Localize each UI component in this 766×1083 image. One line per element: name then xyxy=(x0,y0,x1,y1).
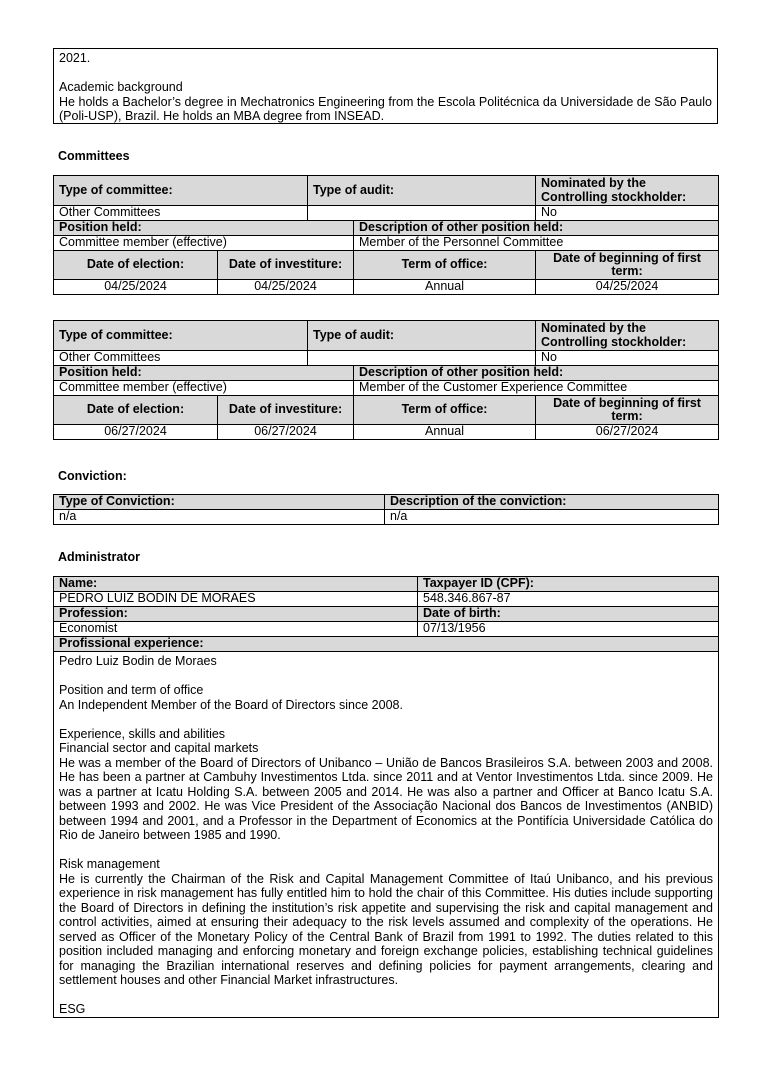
term-label: Term of office: xyxy=(354,396,536,425)
date-election-label: Date of election: xyxy=(54,396,218,425)
continued-text: 2021. xyxy=(59,51,91,65)
position-held-label: Position held: xyxy=(54,366,354,381)
conviction-title: Conviction: xyxy=(58,469,127,483)
experience-cell xyxy=(54,652,719,1018)
type-committee-label: Type of committee: xyxy=(54,176,308,206)
conviction-desc-value: n/a xyxy=(385,510,719,525)
conviction-desc-label: Description of the conviction: xyxy=(385,495,719,510)
date-election-value: 06/27/2024 xyxy=(54,425,218,440)
dob-value: 07/13/1956 xyxy=(418,622,719,637)
conviction-type-label: Type of Conviction: xyxy=(54,495,385,510)
date-election-label: Date of election: xyxy=(54,251,218,280)
risk-text: He is currently the Chairman of the Risk and Capital Management Committee of Itaú Unibanco, and his previous experience in risk management has fully entitled him to hold the chair of this Committee. His duties include supporting the Board of Directors in defining the institution’s risk appetite and supervising the risk and capital management and control activities, aimed at ensuring their adequacy to the risk levels assumed and complexity of the operations. He served as Officer of the Monetary Policy of the Central Bank of Brazil from 1991 to 1992. The duties related to this position included managing and enforcing monetary and foreign exchange policies, establishing technical guidelines for managing the Brazilian international reserves and defining policies for payment arrangements, clearing and settlement houses and other Financial Market infrastructures. xyxy=(59,871,713,987)
administrator-title: Administrator xyxy=(58,550,140,564)
experience-label: Profissional experience: xyxy=(54,637,719,652)
position-held-value: Committee member (effective) xyxy=(54,381,354,396)
nominated-label: Nominated by the Controlling stockholder: xyxy=(536,176,719,206)
term-value: Annual xyxy=(354,280,536,295)
dob-label: Date of birth: xyxy=(418,607,719,622)
date-election-value: 04/25/2024 xyxy=(54,280,218,295)
profession-label: Profession: xyxy=(54,607,418,622)
date-first-term-value: 04/25/2024 xyxy=(536,280,719,295)
esg-heading: ESG xyxy=(59,1002,86,1016)
date-investiture-label: Date of investiture: xyxy=(218,251,354,280)
date-first-term-label: Date of beginning of first term: xyxy=(536,251,719,280)
financial-heading: Financial sector and capital markets xyxy=(59,741,259,755)
position-held-label: Position held: xyxy=(54,221,354,236)
position-held-value: Committee member (effective) xyxy=(54,236,354,251)
risk-heading: Risk management xyxy=(59,857,160,871)
description-value: Member of the Personnel Committee xyxy=(354,236,719,251)
date-first-term-label: Date of beginning of first term: xyxy=(536,396,719,425)
academic-heading: Academic background xyxy=(59,80,183,94)
description-value: Member of the Customer Experience Committee xyxy=(354,381,719,396)
nominated-value: No xyxy=(536,351,719,366)
type-audit-label: Type of audit: xyxy=(308,176,536,206)
academic-background-block xyxy=(53,48,718,124)
type-audit-label: Type of audit: xyxy=(308,321,536,351)
conviction-type-value: n/a xyxy=(54,510,385,525)
name-value: PEDRO LUIZ BODIN DE MORAES xyxy=(54,592,418,607)
description-label: Description of other position held: xyxy=(354,221,719,236)
administrator-table xyxy=(53,576,719,1018)
profession-value: Economist xyxy=(54,622,418,637)
type-committee-label: Type of committee: xyxy=(54,321,308,351)
type-audit-value xyxy=(308,351,536,366)
name-label: Name: xyxy=(54,577,418,592)
experience-person: Pedro Luiz Bodin de Moraes xyxy=(59,654,217,668)
nominated-value: No xyxy=(536,206,719,221)
committee-table-1 xyxy=(53,175,719,295)
date-investiture-value: 06/27/2024 xyxy=(218,425,354,440)
position-text: An Independent Member of the Board of Directors since 2008. xyxy=(59,697,403,712)
date-first-term-value: 06/27/2024 xyxy=(536,425,719,440)
type-committee-value: Other Committees xyxy=(54,206,308,221)
conviction-table xyxy=(53,494,719,525)
description-label: Description of other position held: xyxy=(354,366,719,381)
term-label: Term of office: xyxy=(354,251,536,280)
type-committee-value: Other Committees xyxy=(54,351,308,366)
cpf-value: 548.346.867-87 xyxy=(418,592,719,607)
financial-text: He was a member of the Board of Directors of Unibanco – União de Bancos Brasileiros S.A. between 2003 and 2008. He has been a partner at Cambuhy Investimentos Ltda. since 2011 and at Ventor Investimentos Ltda. since 2009. He was a partner at Icatu Holding S.A. between 2005 and 2014. He was also a partner and Officer at Banco Icatu S.A. between 1993 and 2002. He was Vice President of the Associação Nacional dos Bancos de Investimentos (ANBID) between 1994 and 2001, and a Professor in the Department of Economics at the Pontifícia Universidade Católica do Rio de Janeiro between 1985 and 1990. xyxy=(59,755,713,842)
date-investiture-label: Date of investiture: xyxy=(218,396,354,425)
committees-title: Committees xyxy=(58,149,130,163)
type-audit-value xyxy=(308,206,536,221)
date-investiture-value: 04/25/2024 xyxy=(218,280,354,295)
committee-table-2 xyxy=(53,320,719,440)
skills-heading: Experience, skills and abilities xyxy=(59,726,226,741)
term-value: Annual xyxy=(354,425,536,440)
nominated-label: Nominated by the Controlling stockholder: xyxy=(536,321,719,351)
academic-text: He holds a Bachelor’s degree in Mechatronics Engineering from the Escola Politécnica da Universidade de São Paulo (Poli-USP), Brazil. He holds an MBA degree from INSEAD. xyxy=(59,94,712,123)
cpf-label: Taxpayer ID (CPF): xyxy=(418,577,719,592)
position-heading: Position and term of office xyxy=(59,683,204,697)
